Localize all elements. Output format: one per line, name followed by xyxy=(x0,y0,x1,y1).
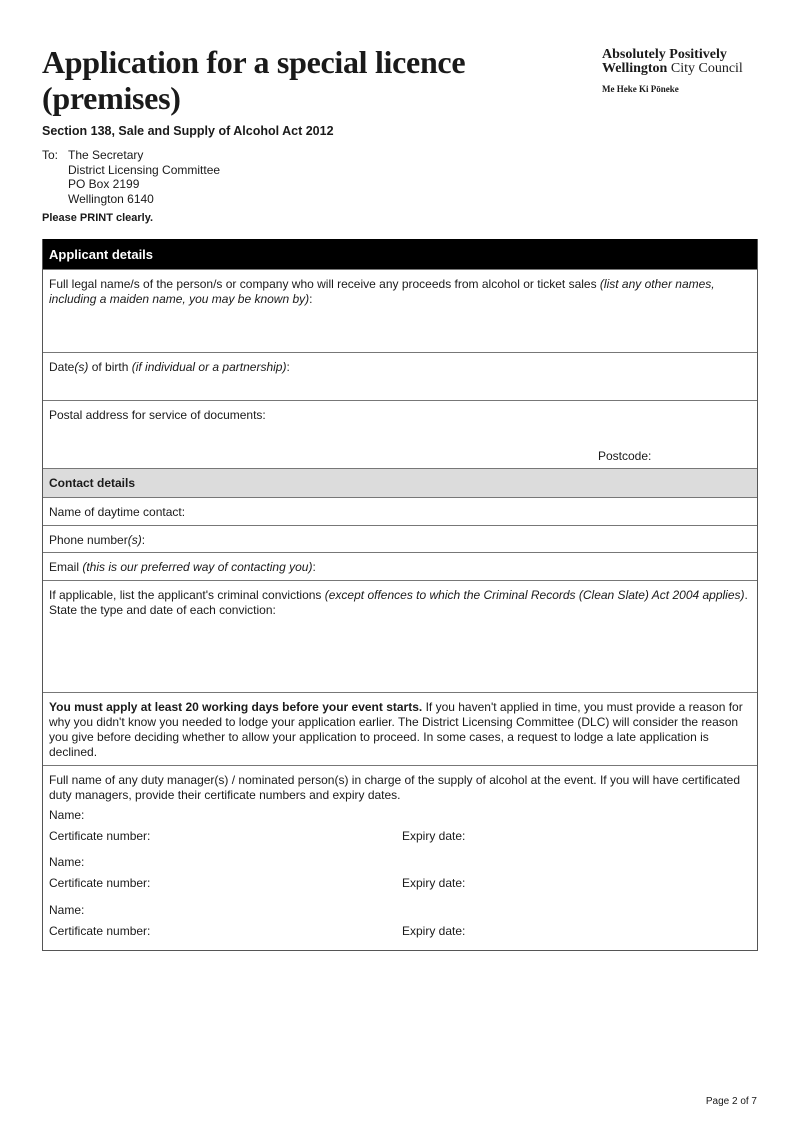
postcode-field[interactable]: Postcode: xyxy=(598,449,652,463)
to-label: To: xyxy=(42,148,59,162)
manager-name-field[interactable]: Name: xyxy=(49,902,85,917)
title-line-2: (premises) xyxy=(42,80,181,116)
expiry-date-field[interactable]: Expiry date: xyxy=(402,828,466,843)
applicant-details-form xyxy=(42,239,758,951)
logo-tagline: Me Heke Ki Pōneke xyxy=(602,84,679,94)
manager-name-field[interactable]: Name: xyxy=(49,854,85,869)
logo-rest: City Council xyxy=(667,61,743,76)
address-line: District Licensing Committee xyxy=(68,162,221,177)
council-logo xyxy=(602,48,743,96)
manager-cert-row xyxy=(49,920,751,942)
notice-text: If you haven't applied in time, you must provide a reason for why you didn't know you needed to lodge your application earlier. The District Licensing Committee (DLC) will consider the reason you give before deciding whether to allow your application to proceed. In some cases, a request to lodge a late application is declined. xyxy=(49,700,743,759)
expiry-date-field[interactable]: Expiry date: xyxy=(402,875,466,890)
certificate-number-field[interactable]: Certificate number: xyxy=(49,875,151,890)
full-name-field[interactable] xyxy=(43,269,757,352)
field-note: (s) xyxy=(74,360,89,374)
page-number: Page 2 of 7 xyxy=(705,1096,757,1107)
recipient-address xyxy=(42,148,220,206)
managers-intro: Full name of any duty manager(s) / nominated person(s) in charge of the supply of alcohol at the event. If you will have certificated duty managers, provide their certificate numbers and expiry dates. xyxy=(49,773,741,802)
certificate-number-field[interactable]: Certificate number: xyxy=(49,923,151,938)
manager-cert-row xyxy=(49,872,751,894)
postal-address-field[interactable] xyxy=(43,400,757,468)
field-note: (list any other names, including a maiden name, you may be known by) xyxy=(49,277,715,306)
field-note: (except offences to which the Criminal Records (Clean Slate) Act 2004 applies) xyxy=(324,588,745,602)
contact-details-header: Contact details xyxy=(43,468,757,497)
field-label: of birth xyxy=(88,360,132,374)
certificate-number-field[interactable]: Certificate number: xyxy=(49,828,151,843)
field-label: Postal address for service of documents: xyxy=(49,408,266,422)
subtitle: Section 138, Sale and Supply of Alcohol Act 2012 xyxy=(42,124,334,138)
field-note: (if individual or a partnership) xyxy=(131,360,287,374)
address-line: PO Box 2199 xyxy=(68,177,140,191)
expiry-date-field[interactable]: Expiry date: xyxy=(402,923,466,938)
field-suffix: : xyxy=(141,533,146,547)
page-title xyxy=(42,44,465,116)
dob-field[interactable] xyxy=(43,352,757,400)
email-field[interactable] xyxy=(43,552,757,580)
logo-line-1: Absolutely Positively xyxy=(602,47,727,62)
late-application-notice xyxy=(43,692,757,765)
print-note: Please PRINT clearly. xyxy=(42,212,154,224)
field-suffix: . State the type and date of each conviction: xyxy=(49,588,748,617)
section-header: Applicant details xyxy=(43,239,757,269)
title-line-1: Application for a special licence xyxy=(42,44,466,80)
notice-bold: You must apply at least 20 working days before your event starts. xyxy=(49,700,423,714)
field-note: (s) xyxy=(127,533,142,547)
manager-name-field[interactable]: Name: xyxy=(49,807,85,822)
field-suffix: : xyxy=(286,360,290,374)
field-label: Phone number xyxy=(49,533,128,547)
field-suffix: : xyxy=(312,560,316,574)
convictions-field[interactable] xyxy=(43,580,757,692)
daytime-contact-field[interactable]: Name of daytime contact: xyxy=(43,497,757,525)
field-label: Email xyxy=(49,560,83,574)
field-suffix: : xyxy=(309,292,313,306)
phone-field[interactable] xyxy=(43,525,757,552)
field-label: If applicable, list the applicant's criminal convictions xyxy=(49,588,325,602)
logo-line-2 xyxy=(602,62,743,76)
field-note: (this is our preferred way of contacting you) xyxy=(82,560,313,574)
address-line: Wellington 6140 xyxy=(68,191,154,206)
logo-bold: Wellington xyxy=(602,61,668,76)
manager-cert-row xyxy=(49,825,751,847)
address-line: The Secretary xyxy=(68,148,144,162)
field-label: Date xyxy=(49,360,75,374)
field-label: Full legal name/s of the person/s or company who will receive any proceeds from alcohol or ticket sales xyxy=(49,277,600,291)
duty-managers-section xyxy=(43,765,757,950)
